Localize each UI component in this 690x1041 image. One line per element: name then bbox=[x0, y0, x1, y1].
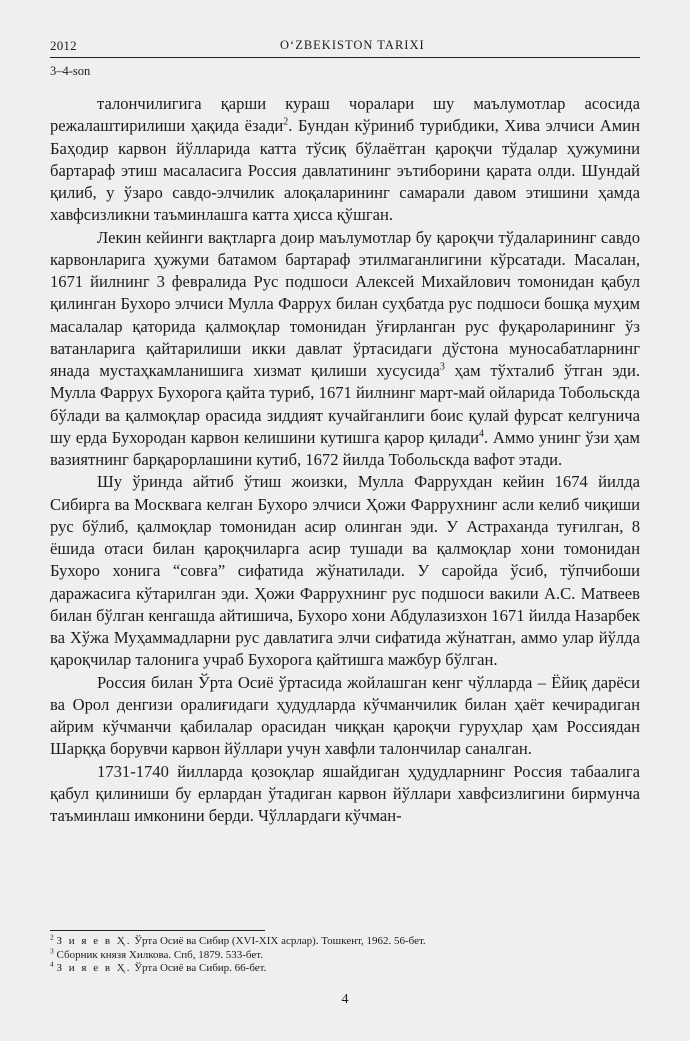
paragraph-2: Лекин кейинги вақтларга доир маълумотлар бу қароқчи тўдаларининг савдо карвонларига ҳужуми батамом бартараф этилмаганлигини кўрсатади. Масалан, 1671 йилнинг 3 февралида Рус подшоси Алексей Михайлович томонидан қабул қилинган Бухоро элчиси Мулла Фаррух билан суҳбатда рус подшоси бошқа муҳим масалалар қаторида қалмоқлар томонидан ўғирланган рус фуқароларининг ўз ватанларига қайтарилиши икки давлат ўртасидаги дўстона муносабатларнинг янада мустаҳкамланишига хизмат қилиши хусусида$^3$ ҳам тўхталиб ўтган эди. Мулла Фаррух Бухорога қайта туриб, 1671 йилнинг март-май ойларида Тобольскда бўлади ва қалмоқлар орасида зиддият кучайганлиги боис қулай фурсат келгунича шу ерда Бухородан карвон келишини кутишга қарор қилади$^4$. Аммо унинг ўзи ҳам вазиятнинг барқарорлашини кутиб, 1672 йилда Тобольскда вафот этади. bbox=[50, 227, 641, 469]
paragraph-1: талончилигига қарши кураш чоралари шу маълумотлар асосида режалаштирилиши ҳақида ёзади$^2$. Бундан кўриниб турибдики, Хива элчиси Амин Баҳодир карвон йўлларида катта тўсиқ бўлаётган қароқчи тўдалар ҳужумини бартараф этиш масаласига Россия давлатининг эътиборини қарата олди. Шундай қилиб, у ўзаро савдо-элчилик алоқаларининг самарали давом этишини ҳамда хавфсизликни таъминлашга катта ҳисса қўшган. bbox=[50, 94, 641, 225]
footnote-2: $^2$ З и я е в Ҳ. Ўрта Осиё ва Сибир (XVI-XIX асрлар). Тошкент, 1962. 56-бет. bbox=[50, 932, 426, 947]
journal-title: O‘ZBEKISTON TARIXI bbox=[280, 38, 425, 52]
article-body bbox=[50, 93, 640, 827]
footnote-ref-4: 4 bbox=[479, 428, 484, 440]
footnote-ref-2: 2 bbox=[283, 116, 289, 128]
footnote-rule bbox=[50, 930, 265, 931]
header-rule bbox=[50, 57, 640, 58]
paragraph-5: 1731-1740 йилларда қозоқлар яшайдиган ҳудудларнинг Россия табаалига қабул қилиниши бу ерлардан ўтадиган карвон йўллари хавфсизлигини бирмунча таъминлаш имконини берди. Чўллардаги кўчман- bbox=[50, 761, 640, 825]
footnotes bbox=[50, 932, 640, 976]
issue-number: 3–4-son bbox=[50, 64, 91, 78]
header-year: 2012 bbox=[50, 38, 77, 53]
footnote-ref-3: 3 bbox=[439, 361, 445, 373]
footnote-3: $^3$ Сборник князя Хилкова. Спб, 1879. 533-бет. bbox=[50, 945, 263, 961]
page-number: 4 bbox=[341, 992, 349, 1007]
paragraph-4: Россия билан Ўрта Осиё ўртасида жойлашган кенг чўлларда – Ёйиқ дарёси ва Орол денгизи оралиғидаги ҳудудларда кўчманчилик билан ҳаёт кечирадиган айрим кўчманчи қабилалар орасидан чиққан қароқчи гуруҳлар ҳам Россиядан Шарққа борувчи карвон йўллари учун хавфли талончилар саналган. bbox=[50, 672, 640, 759]
paragraph-3: Шу ўринда айтиб ўтиш жоизки, Мулла Фаррухдан кейин 1674 йилда Сибирга ва Москвага келган Бухоро элчиси Ҳожи Фаррухнинг асли келиб чиқиши рус бўлиб, қалмоқлар томонидан асир олинган эди. У Астраханда туғилган, 8 ёшида отаси билан қароқчиларга асир тушади ва қалмоқлар хони томонидан Бухоро хонига “совға” сифатида жўнатилади. У саройда ўсиб, тўпчибоши даражасига кўтарилган эди. Ҳожи Фаррухнинг рус подшоси вакили А.С. Матвеев билан бўлган кенгашда айтишича, Бухоро хони Абдулазизхон 1671 йилда Назарбек ва Хўжа Муҳаммадларни рус давлатига элчи сифатида жўнатган, аммо улар йўлда қароқчилар талонига учраб Бухорога қайтишга мажбур бўлган. bbox=[50, 472, 640, 670]
footnote-4: $^4$ З и я е в Ҳ. Ўрта Осиё ва Сибир. 66-бет. bbox=[50, 959, 267, 974]
